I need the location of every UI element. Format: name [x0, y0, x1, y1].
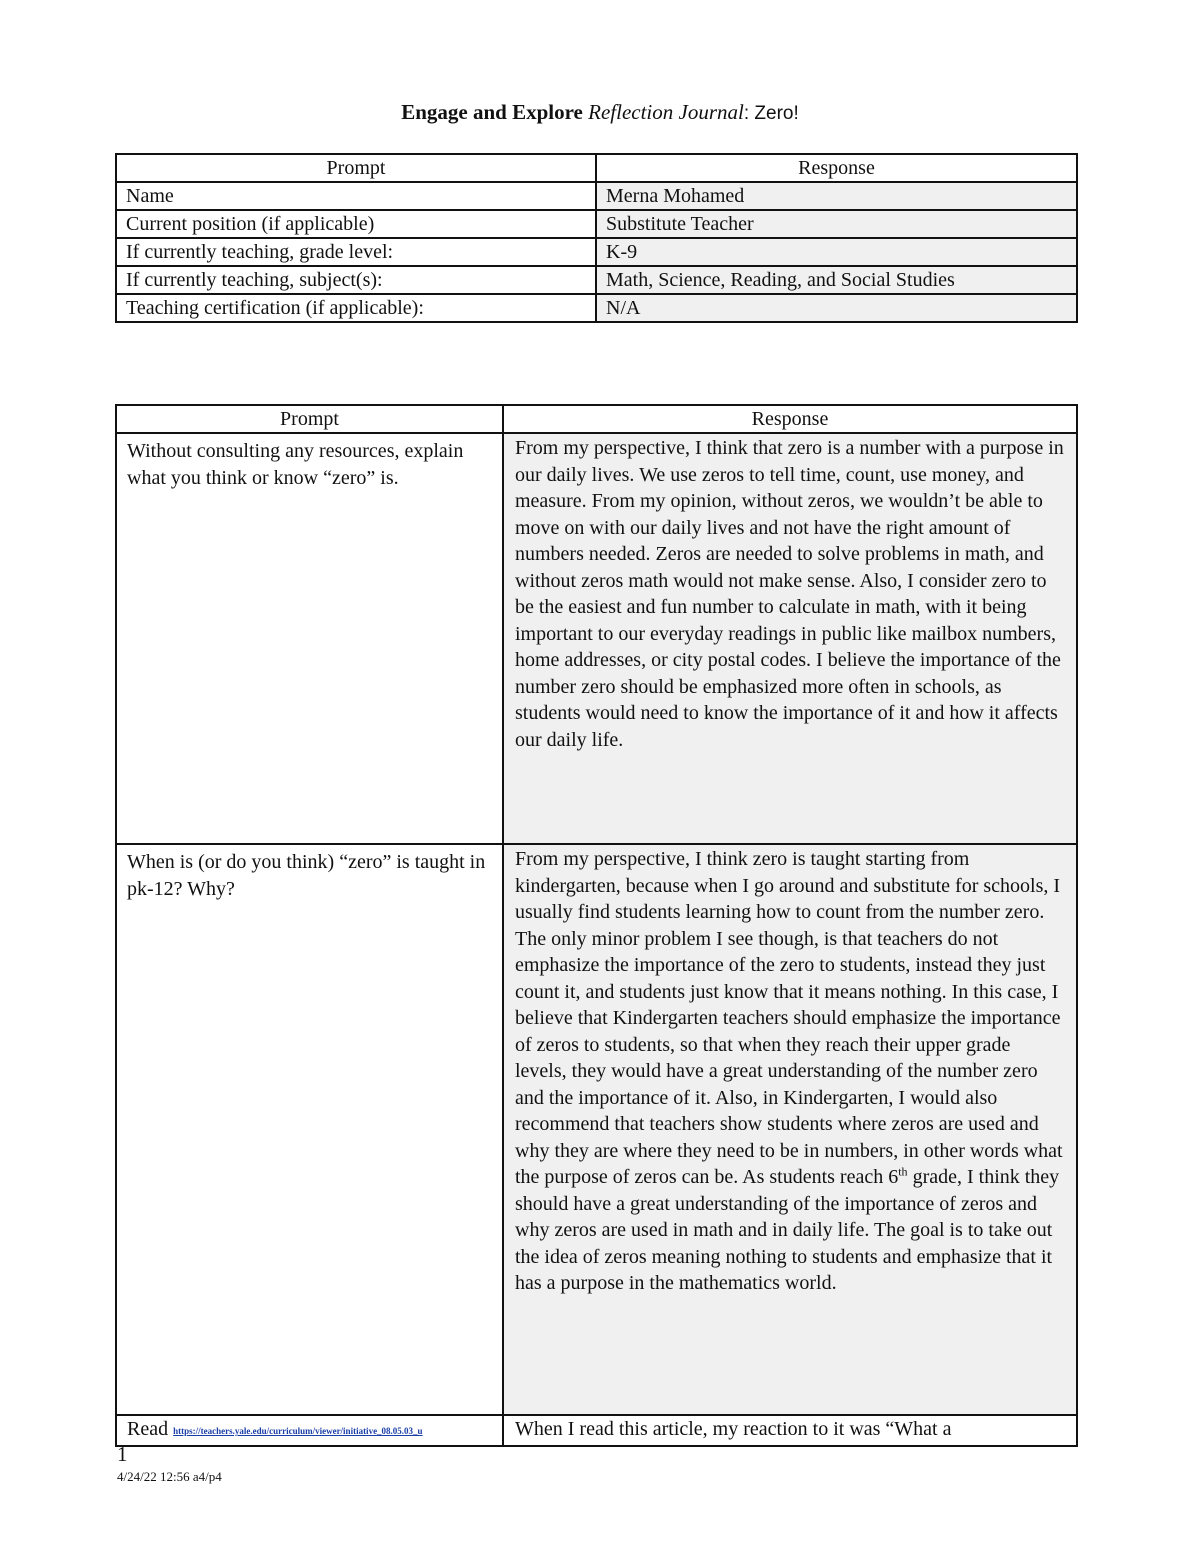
info-prompt: Name: [116, 182, 596, 210]
reflection-prompt-1: Without consulting any resources, explain what you think or know “zero” is.: [116, 433, 503, 844]
info-prompt: If currently teaching, subject(s):: [116, 266, 596, 294]
reflection-row: [116, 844, 1077, 1415]
info-row: [116, 294, 1077, 322]
response-2-text-a: From my perspective, I think zero is taught starting from kindergarten, because when I go around and substitute for schools, I usually find students learning how to count from the number zero. The only minor problem I see though, is that teachers do not emphasize the importance of the zero to students, instead they just count it, and students just know that it means nothing. In this case, I believe that Kindergarten teachers should emphasize the importance of zeros to students, so that when they reach their upper grade levels, they would have a great understanding of the number zero and the importance of it. Also, in Kindergarten, I would also recommend that teachers show students where zeros are used and why they are where they need to be in numbers, in other words what the purpose of zeros can be. As students reach 6: [515, 848, 1063, 1188]
title-italic: Reflection Journal: [588, 100, 744, 124]
info-row: [116, 210, 1077, 238]
reflection-header-response: Response: [503, 405, 1077, 433]
reflection-row: [116, 433, 1077, 844]
reflection-table-header: [116, 405, 1077, 433]
document-title: Engage and Explore Reflection Journal: Zero!: [401, 100, 799, 124]
info-response-position[interactable]: Substitute Teacher: [596, 210, 1077, 238]
reflection-prompt-3: [116, 1415, 503, 1446]
ordinal-suffix: th: [898, 1164, 908, 1179]
info-table-header: [116, 154, 1077, 182]
reflection-prompt-2: When is (or do you think) “zero” is taught in pk-12? Why?: [116, 844, 503, 1415]
info-header-prompt: Prompt: [116, 154, 596, 182]
title-rest: Zero!: [754, 103, 799, 124]
page-number: 1: [117, 1442, 128, 1466]
info-response-grade[interactable]: K-9: [596, 238, 1077, 266]
title-bold: Engage and Explore: [401, 100, 583, 124]
info-row: [116, 238, 1077, 266]
reflection-response-3[interactable]: When I read this article, my reaction to it was “What a: [503, 1415, 1077, 1446]
info-prompt: Teaching certification (if applicable):: [116, 294, 596, 322]
article-link[interactable]: https://teachers.yale.edu/curriculum/viewer/initiative_08.05.03_u: [173, 1426, 423, 1436]
info-response-name[interactable]: Merna Mohamed: [596, 182, 1077, 210]
info-row: [116, 266, 1077, 294]
info-table: [115, 153, 1078, 323]
reflection-header-prompt: Prompt: [116, 405, 503, 433]
reflection-response-1[interactable]: From my perspective, I think that zero is a number with a purpose in our daily lives. We use zeros to tell time, count, use money, and measure. From my opinion, without zeros, we wouldn’t be able to move on with our daily lives and not have the right amount of numbers needed. Zeros are needed to solve problems in math, and without zeros math would not make sense. Also, I consider zero to be the easiest and fun number to calculate in math, with it being important to our everyday readings in public like mailbox numbers, home addresses, or city postal codes. I believe the importance of the number zero should be emphasized more often in schools, as students would need to know the importance of it and how it affects our daily life.: [503, 433, 1077, 844]
reflection-row: [116, 1415, 1077, 1446]
reflection-table: [115, 404, 1078, 1447]
read-label: Read: [127, 1418, 174, 1440]
info-prompt: If currently teaching, grade level:: [116, 238, 596, 266]
info-header-response: Response: [596, 154, 1077, 182]
response-2-text-b: grade, I think they should have a great understanding of the importance of zeros and why zeros are used in math and in daily life. The goal is to take out the idea of zeros meaning nothing to students and emphasize that it has a purpose in the mathematics world.: [515, 1166, 1060, 1294]
info-response-certification[interactable]: N/A: [596, 294, 1077, 322]
info-response-subjects[interactable]: Math, Science, Reading, and Social Studies: [596, 266, 1077, 294]
print-stamp: 4/24/22 12:56 a4/p4: [117, 1469, 222, 1484]
info-prompt: Current position (if applicable): [116, 210, 596, 238]
reflection-response-2[interactable]: [503, 844, 1077, 1415]
info-row: [116, 182, 1077, 210]
